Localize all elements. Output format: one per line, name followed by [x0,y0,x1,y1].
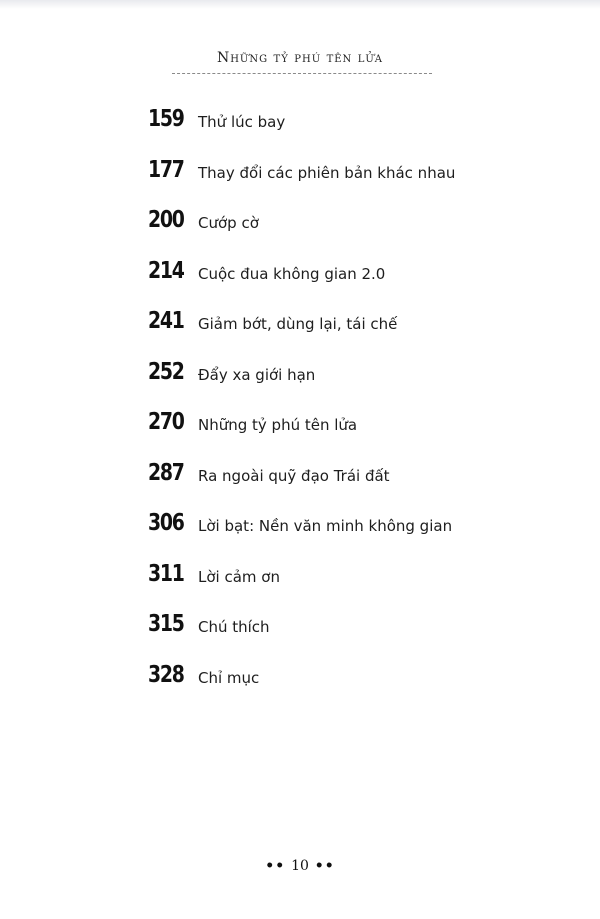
toc-page-number: 287 [148,459,184,486]
toc-page-number: 252 [148,358,184,385]
toc-entry [148,359,488,410]
toc-entry [148,662,488,713]
toc-chapter-title: Cuộc đua không gian 2.0 [198,264,386,283]
toc-chapter-title: Lời cảm ơn [198,567,280,586]
toc-entry [148,106,488,157]
toc-entry [148,308,488,359]
toc-chapter-title: Chú thích [198,618,270,636]
toc-page-number: 311 [148,560,184,587]
toc-entry [148,409,488,460]
toc-chapter-title: Những tỷ phú tên lửa [198,416,358,434]
toc-entry [148,258,488,309]
toc-page-number: 315 [148,611,184,637]
page-number: 10 [291,858,309,874]
toc-page-number: 177 [148,156,184,183]
toc-page-number: 200 [148,207,184,233]
toc-page-number: 270 [148,409,184,435]
toc-chapter-title: Lời bạt: Nền văn minh không gian [198,517,453,535]
toc-chapter-title: Chỉ mục [198,668,260,687]
toc-chapter-title: Ra ngoài quỹ đạo Trái đất [198,466,390,485]
folio-dots-right: •• [308,858,335,874]
toc-page-number: 214 [148,257,184,284]
toc-entry [148,207,488,258]
toc-entry [148,611,488,662]
toc-page-number: 241 [148,308,184,334]
toc-entry [148,510,488,561]
toc-page-number: 328 [148,661,184,688]
toc-chapter-title: Giảm bớt, dùng lại, tái chế [198,315,398,333]
toc-chapter-title: Đẩy xa giới hạn [198,365,316,384]
toc-entry [148,561,488,612]
table-of-contents [148,106,488,712]
toc-chapter-title: Thay đổi các phiên bản khác nhau [198,163,456,182]
header-dashed-rule [172,73,432,74]
toc-page-number: 306 [148,510,184,536]
page-folio [0,858,600,874]
page-top-edge [0,0,600,9]
toc-entry [148,157,488,208]
toc-page-number: 159 [148,106,184,132]
running-header: Những tỷ phú tên lửa [216,50,384,66]
folio-dots-left: •• [265,858,292,874]
toc-chapter-title: Thử lúc bay [198,113,286,131]
toc-chapter-title: Cướp cờ [198,214,259,232]
toc-entry [148,460,488,511]
